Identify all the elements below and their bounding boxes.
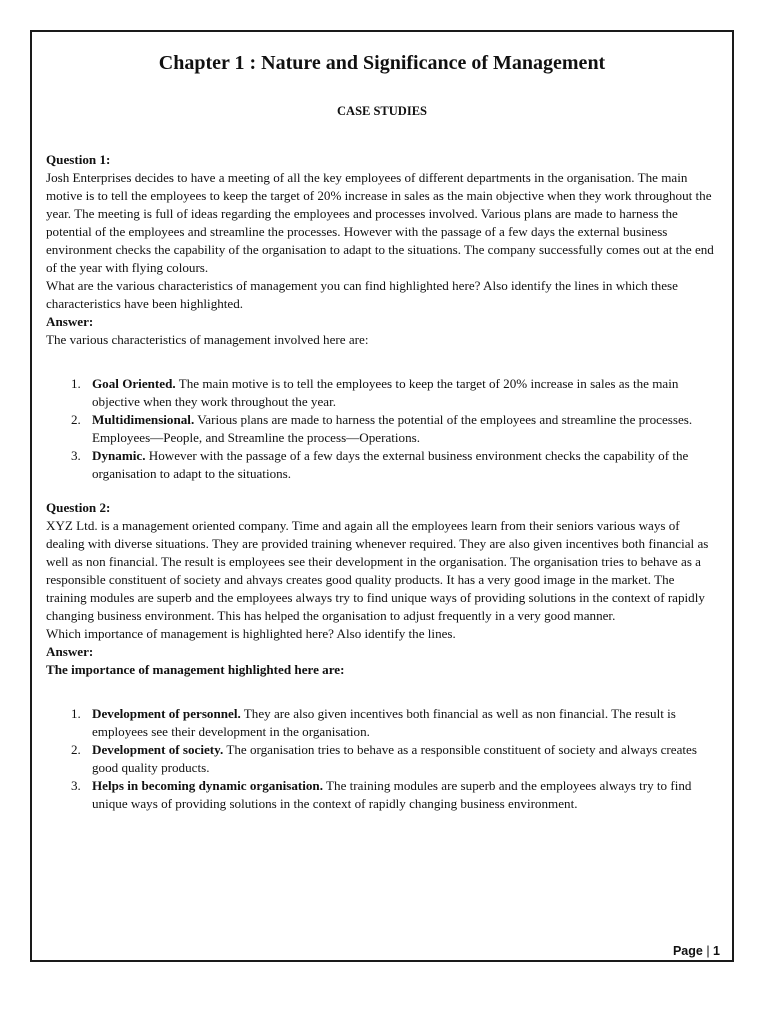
answer-label: Answer: xyxy=(46,314,94,329)
list-item xyxy=(46,705,718,741)
question-prompt: Which importance of management is highlighted here? Also identify the lines. xyxy=(46,626,456,641)
list-item xyxy=(46,375,718,411)
question-prompt: What are the various characteristics of management you can find highlighted here? Also identify the lines in which these characteristics have been highlighted. xyxy=(46,278,678,311)
question-body: XYZ Ltd. is a management oriented company. Time and again all the employees learn from their seniors various ways of dealing with diverse situations. They are provided training whenever required. They are also given incentives both financial as well as non financial. The result is employees see their development in the organisation. The organisation tries to behave as a responsible constituent of society and ahvays creates good quality products. It has a very good image in the market. The training modules are superb and the employees always try to find unique ways of providing solutions in the context of rapidly changing business environment. This has helped the organisation to adjust frequently in a very good manner. xyxy=(46,518,709,623)
page-number: 1 xyxy=(713,944,720,958)
list-term: Development of society. xyxy=(92,742,224,757)
answer-list xyxy=(46,375,718,483)
answer-intro: The various characteristics of management involved here are: xyxy=(46,332,369,347)
list-term: Multidimensional. xyxy=(92,412,195,427)
list-number: 3. xyxy=(71,778,81,793)
list-term: Helps in becoming dynamic organisation. xyxy=(92,778,323,793)
page-title: Chapter 1 : Nature and Significance of Management xyxy=(158,52,606,74)
list-text: The main motive is to tell the employees to keep the target of 20% increase in sales as the main objective when they work throughout the year. xyxy=(92,376,679,409)
document-body xyxy=(46,50,718,813)
list-text: They are also given incentives both financial as well as non financial. The result is employees see their development in the organisation. xyxy=(92,706,676,739)
answer-intro: The importance of management highlighted here are: xyxy=(46,662,345,677)
question-body: Josh Enterprises decides to have a meeting of all the key employees of different departments in the organisation. The main motive is to tell the employees to keep the target of 20% increase in sales as the main objective when they work throughout the year. The meeting is full of ideas regarding the employees and processes involved. Various plans are made to harness the potential of the employees and streamline the processes. However with the passage of a few days the external business environment checks the capability of the organisation to adapt to the situations. The company successfully comes out at the end of the year with flying colours. xyxy=(46,170,714,275)
answer-list xyxy=(46,705,718,813)
question-label: Question 2: xyxy=(46,500,111,515)
list-number: 1. xyxy=(71,376,81,391)
list-text: Various plans are made to harness the potential of the employees and streamline the processes. Employees—People, and Streamline the process—Operations. xyxy=(92,412,693,445)
list-text: The training modules are superb and the employees always try to find unique ways of providing solutions in the context of rapidly changing business environment. xyxy=(92,778,692,811)
section-heading: CASE STUDIES xyxy=(337,104,427,118)
list-item xyxy=(46,411,718,447)
list-item xyxy=(46,447,718,483)
list-number: 3. xyxy=(71,448,81,463)
list-number: 2. xyxy=(71,412,81,427)
list-term: Development of personnel. xyxy=(92,706,241,721)
question-label: Question 1: xyxy=(46,152,111,167)
question-block-2 xyxy=(46,499,718,813)
page-separator: | xyxy=(706,944,710,958)
page-border xyxy=(30,30,734,962)
list-number: 1. xyxy=(71,706,81,721)
list-item xyxy=(46,741,718,777)
page-footer xyxy=(673,944,720,958)
list-text: However with the passage of a few days the external business environment checks the capability of the organisation to adapt to the situations. xyxy=(92,448,689,481)
list-item xyxy=(46,777,718,813)
list-text: The organisation tries to behave as a responsible constituent of society and always creates good quality products. xyxy=(92,742,697,775)
list-term: Dynamic. xyxy=(92,448,146,463)
list-number: 2. xyxy=(71,742,81,757)
list-term: Goal Oriented. xyxy=(92,376,176,391)
question-block-1 xyxy=(46,151,718,483)
page-label: Page xyxy=(672,944,703,958)
answer-label: Answer: xyxy=(46,644,94,659)
